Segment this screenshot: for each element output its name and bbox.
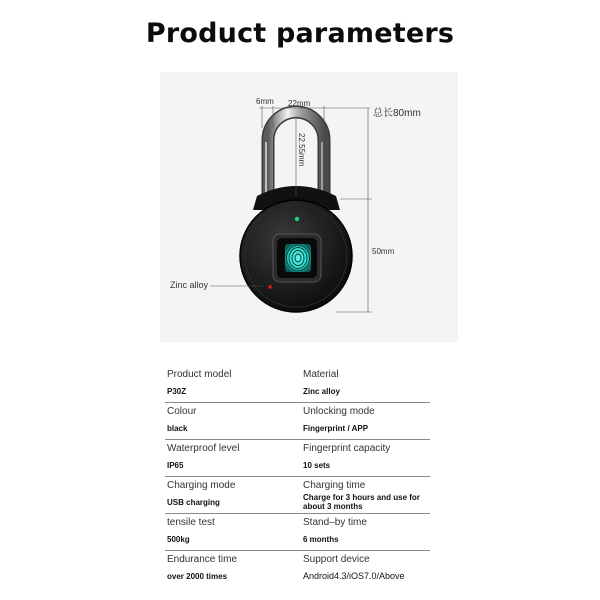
spec-value: Charge for 3 hours and use for about 3 months	[303, 493, 420, 511]
spec-label: Colour	[167, 406, 197, 417]
dim-shackle-inner-height: 22.55mm	[297, 133, 306, 167]
dim-shackle-thickness: 6mm	[256, 97, 274, 106]
spec-label: Waterproof level	[167, 443, 240, 454]
spec-row	[165, 366, 430, 403]
lock-body	[240, 186, 352, 312]
spec-row	[165, 440, 430, 477]
spec-label: Material	[303, 369, 339, 380]
page-title: Product parameters	[145, 18, 455, 49]
spec-label: Unlocking mode	[303, 406, 375, 417]
spec-row	[165, 403, 430, 440]
status-led-green	[295, 217, 299, 221]
spec-label: Endurance time	[167, 554, 238, 565]
spec-row	[165, 514, 430, 551]
spec-label: Support device	[303, 554, 370, 565]
spec-value: black	[167, 424, 188, 433]
spec-value: 6 months	[303, 535, 339, 544]
spec-value: USB charging	[167, 498, 220, 507]
status-led-red	[268, 285, 272, 289]
spec-value: 500kg	[167, 535, 190, 544]
spec-value: over 2000 times	[167, 572, 228, 581]
spec-label: Charging mode	[167, 480, 236, 491]
dim-shackle-inner-width: 22mm	[288, 99, 311, 108]
spec-label: Fingerprint capacity	[303, 443, 391, 454]
spec-value: 10 sets	[303, 461, 331, 470]
spec-row	[165, 551, 430, 588]
spec-row	[165, 477, 430, 514]
dim-total-length: 总长80mm	[373, 108, 421, 119]
spec-label: Product model	[167, 369, 232, 380]
spec-value: Zinc alloy	[303, 387, 340, 396]
dim-body-height: 50mm	[372, 247, 395, 256]
spec-label: tensile test	[167, 517, 215, 528]
material-callout: Zinc alloy	[170, 280, 209, 290]
spec-value: Fingerprint / APP	[303, 424, 369, 433]
spec-label: Charging time	[303, 480, 366, 491]
spec-value: P30Z	[167, 387, 187, 396]
spec-value: IP65	[167, 461, 184, 470]
spec-label: Stand–by time	[303, 517, 367, 528]
spec-value: Android4.3/iOS7.0/Above	[303, 571, 405, 581]
